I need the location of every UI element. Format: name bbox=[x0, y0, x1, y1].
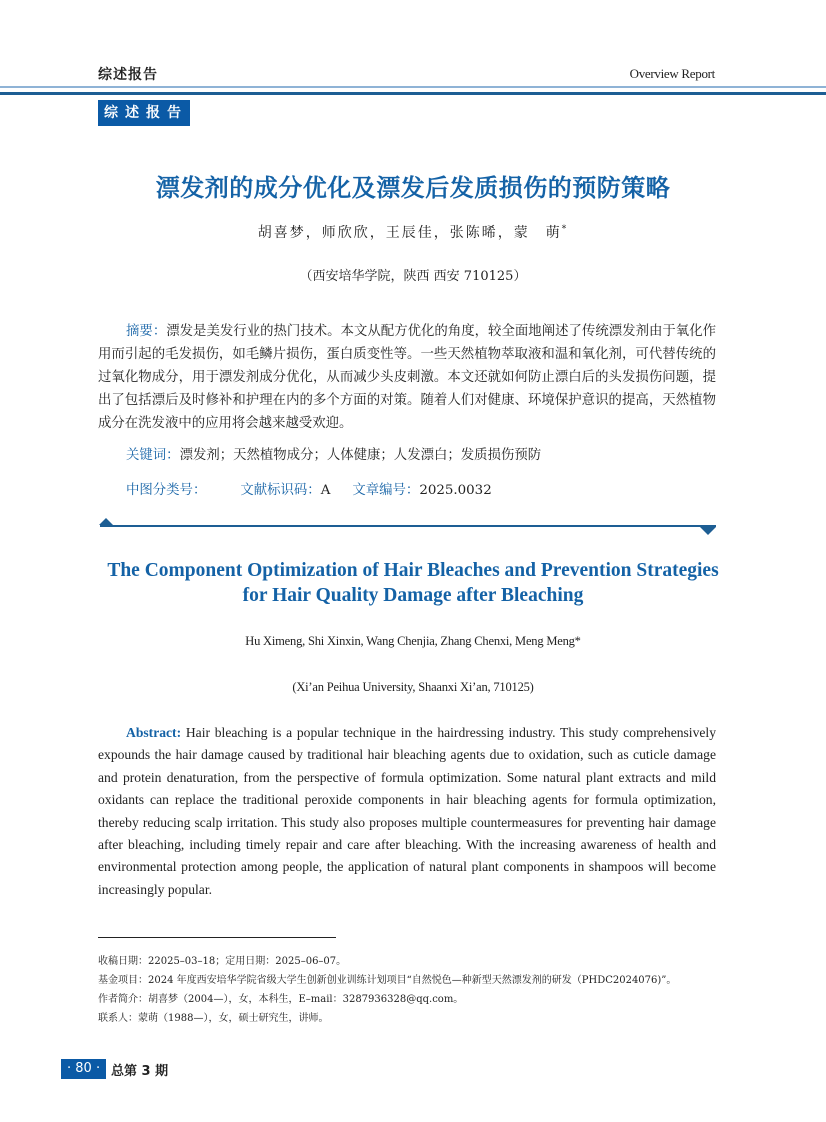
footnote-funding: 基金项目：2024 年度西安培华学院省级大学生创新创业训练计划项目“自然悦色—种新型天然漂发剂的研发（PHDC2024076)”。 bbox=[98, 975, 677, 986]
issue-number: 总第 3 期 bbox=[111, 1064, 169, 1079]
footnote-rule bbox=[98, 937, 336, 938]
chinese-abstract-label: 摘要： bbox=[126, 324, 167, 339]
running-header-left: 综述报告 bbox=[98, 67, 158, 83]
english-abstract-label: Abstract: bbox=[126, 725, 182, 740]
triangle-down-icon bbox=[700, 527, 716, 535]
triangle-up-icon bbox=[99, 518, 113, 525]
footnote-contact: 联系人：蒙萌（1988—），女，硕士研究生，讲师。 bbox=[98, 1013, 329, 1024]
footnotes bbox=[98, 952, 676, 1028]
doc-code-value: A bbox=[320, 483, 331, 498]
footnote-author-bio: 作者简介：胡喜梦（2004—），女，本科生，E–mail：3287936328@qq.com。 bbox=[98, 994, 464, 1005]
running-header-right: Overview Report bbox=[629, 66, 715, 81]
classification-line bbox=[126, 479, 492, 498]
english-abstract-text: Hair bleaching is a popular technique in the hairdressing industry. This study comprehensively expounds the hair damage caused by traditional hair bleaching agents due to oxidation, such as cuticle damage and protein denaturation, from the perspective of formula optimization. Some natural plant extracts and mild oxidants can replace the traditional peroxide components in hair bleaching agents for formula optimization, thereby reducing scalp irritation. This study also proposes multiple countermeasures for preventing hair damage after bleaching, including timely repair and care after bleaching. With the increasing awareness of health and environmental protection among people, the application of natural plant components in shampoos will become increasingly popular. bbox=[98, 725, 716, 897]
chinese-keywords bbox=[126, 444, 541, 463]
clc-label: 中图分类号： bbox=[126, 483, 207, 498]
footnote-dates: 收稿日期：22025–03–18；定用日期：2025–06–07。 bbox=[98, 956, 347, 967]
english-title bbox=[0, 558, 826, 608]
section-divider bbox=[100, 525, 716, 527]
article-number-label: 文章编号： bbox=[352, 483, 420, 498]
page-number: · 80 · bbox=[61, 1059, 106, 1079]
section-label: 综述报告 bbox=[98, 100, 190, 126]
english-title-line-2: for Hair Quality Damage after Bleaching bbox=[242, 585, 584, 606]
english-authors: Hu Ximeng, Shi Xinxin, Wang Chenjia, Zhang Chenxi, Meng Meng* bbox=[245, 634, 581, 648]
keywords-text: 漂发剂；天然植物成分；人体健康；人发漂白；发质损伤预防 bbox=[179, 448, 542, 463]
chinese-author-list: 胡喜梦，师欣欣，王辰佳，张陈晞，蒙 萌 bbox=[257, 225, 562, 241]
keywords-label: 关键词： bbox=[126, 448, 180, 463]
corresponding-author-mark: * bbox=[561, 224, 569, 235]
chinese-affiliation: （西安培华学院，陕西 西安 710125） bbox=[299, 269, 527, 284]
article-number-value: 2025.0032 bbox=[419, 483, 492, 498]
english-title-line-1: The Component Optimization of Hair Bleaches and Prevention Strategies bbox=[107, 560, 719, 581]
chinese-abstract-text: 漂发是美发行业的热门技术。本文从配方优化的角度，较全面地阐述了传统漂发剂由于氧化作用而引起的毛发损伤，如毛鳞片损伤，蛋白质变性等。一些天然植物萃取液和温和氧化剂，可代替传统的过氧化物成分，用于漂发剂成分优化，从而减少头皮刺激。本文还就如何防止漂白后的头发损伤问题，提出了包括漂后及时修补和护理在内的多个方面的对策。随着人们对健康、环境保护意识的提高，天然植物成分在洗发液中的应用将会越来越受欢迎。 bbox=[98, 324, 717, 431]
doc-code-label: 文献标识码： bbox=[240, 483, 321, 498]
chinese-authors bbox=[0, 222, 826, 242]
header-rule-thick bbox=[0, 92, 826, 95]
chinese-title: 漂发剂的成分优化及漂发后发质损伤的预防策略 bbox=[155, 174, 671, 202]
english-abstract bbox=[98, 722, 716, 901]
english-affiliation: (Xi’an Peihua University, Shaanxi Xi’an, 710125) bbox=[292, 680, 534, 694]
header-rule-thin bbox=[0, 86, 826, 88]
chinese-abstract bbox=[98, 320, 716, 435]
